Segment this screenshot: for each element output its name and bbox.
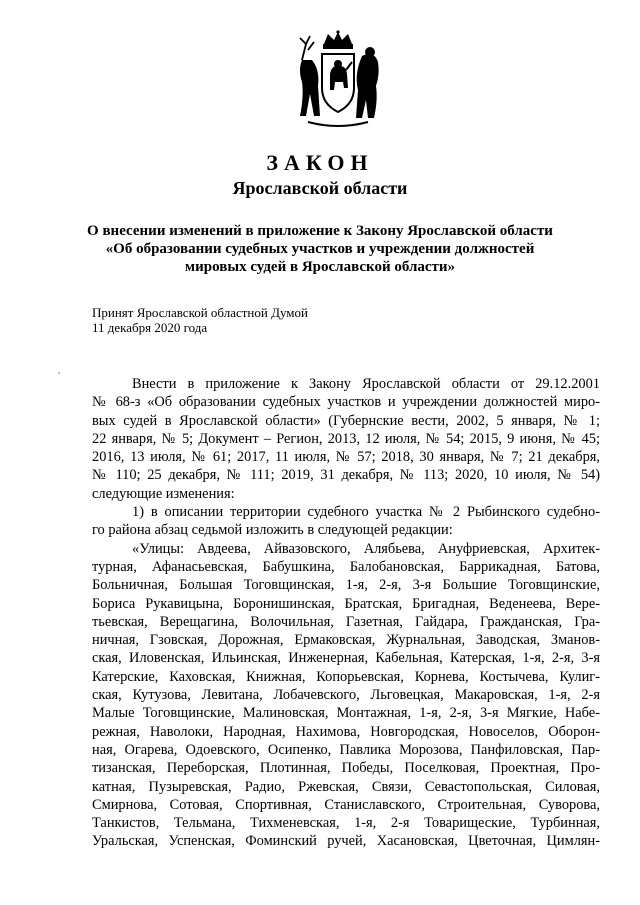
body-line: Больничная, Большая Тоговщинская, 1-я, 2-я, 3-я Большие Тоговщинские, xyxy=(92,577,600,594)
law-body xyxy=(92,375,600,851)
adoption-note xyxy=(92,305,308,335)
body-line: Внести в приложение к Закону Ярославской области от 29.12.2001 xyxy=(132,376,600,392)
body-line: «Улицы: Авдеева, Айвазовского, Алябьева, Ануфриевская, Архитек- xyxy=(132,540,600,557)
body-line: 22 января, № 5; Документ – Регион, 2013, 12 июля, № 54; 2015, 9 июня, № 45; xyxy=(92,430,600,447)
body-line: тьевская, Верещагина, Волочильная, Газетная, Гайдара, Гражданская, Гра- xyxy=(92,613,600,630)
body-line: ничная, Гзовская, Дорожная, Ермаковская, Журнальная, Заводская, Зманов- xyxy=(92,632,600,649)
body-line: катная, Пузыревская, Радио, Ржевская, Связи, Севастопольская, Силовая, xyxy=(92,778,600,795)
body-line: Танкистов, Тельмана, Тихменевская, 1-я, 2-я Товарищеские, Турбинная, xyxy=(92,815,600,832)
body-line: 2016, 13 июля, № 61; 2017, 11 июля, № 57; 2018, 30 января, № 7; 21 декабря, xyxy=(92,449,600,466)
body-line: турная, Афанасьевская, Бабушкина, Балобановская, Баррикадная, Батова, xyxy=(92,558,600,575)
body-line: Уральская, Успенская, Фоминский ручей, Хасановская, Цветочная, Цимлян- xyxy=(92,833,600,850)
body-line: Бориса Рукавицына, Боронишинская, Братская, Бригадная, Веденеева, Вере- xyxy=(92,595,600,612)
body-line: № 68-з «Об образовании судебных участков и учреждении должностей миро- xyxy=(92,394,600,411)
body-line: ная, Огарева, Одоевского, Осипенко, Павлика Морозова, Панфиловская, Пар- xyxy=(92,741,600,758)
title-line: «Об образовании судебных участков и учреждении должностей xyxy=(105,241,535,257)
adoption-date: 11 декабря 2020 года xyxy=(92,320,208,335)
body-line: тизанская, Переборская, Плотинная, Победы, Поселковая, Проектная, Про- xyxy=(92,760,600,777)
body-line: Малые Тоговщинские, Малиновская, Монтажная, 1-я, 2-я, 3-я Мягкие, Набе- xyxy=(92,705,600,722)
law-title xyxy=(60,222,580,276)
adoption-body: Принят Ярославской областной Думой xyxy=(92,305,308,320)
body-line: следующие изменения: xyxy=(92,485,235,502)
coat-of-arms-icon xyxy=(288,30,388,130)
body-line: Катерские, Каховская, Книжная, Копорьевская, Корнева, Костычева, Кулиг- xyxy=(92,668,600,685)
scan-mark xyxy=(58,372,60,374)
body-line: 1) в описании территории судебного участка № 2 Рыбинского судебно- xyxy=(132,504,600,521)
body-line: ская, Кутузова, Левитана, Лобачевского, Льговецкая, Макаровская, 1-я, 2-я xyxy=(92,687,600,704)
region-heading: Ярославской области xyxy=(232,178,408,198)
title-line: мировых судей в Ярославской области» xyxy=(184,259,456,275)
body-line: Смирнова, Сотовая, Спортивная, Станиславского, Строительная, Суворова, xyxy=(92,796,600,813)
body-line: го района абзац седьмой изложить в следующей редакции: xyxy=(92,522,453,539)
body-line: вых судей в Ярославской области» (Губернские вести, 2002, 5 января, № 1; xyxy=(92,412,600,429)
body-line: ская, Иловенская, Ильинская, Инженерная, Кабельная, Катерская, 1-я, 2-я, 3-я xyxy=(92,650,600,667)
title-line: О внесении изменений в приложение к Закону Ярославской области xyxy=(87,223,553,239)
body-line: № 110; 25 декабря, № 111; 2019, 31 декабря, № 113; 2020, 10 июля, № 54) xyxy=(92,467,600,484)
body-line: режная, Наволоки, Народная, Нахимова, Новгородская, Новоселов, Оборон- xyxy=(92,723,600,740)
law-heading: ЗАКОН xyxy=(266,150,374,175)
